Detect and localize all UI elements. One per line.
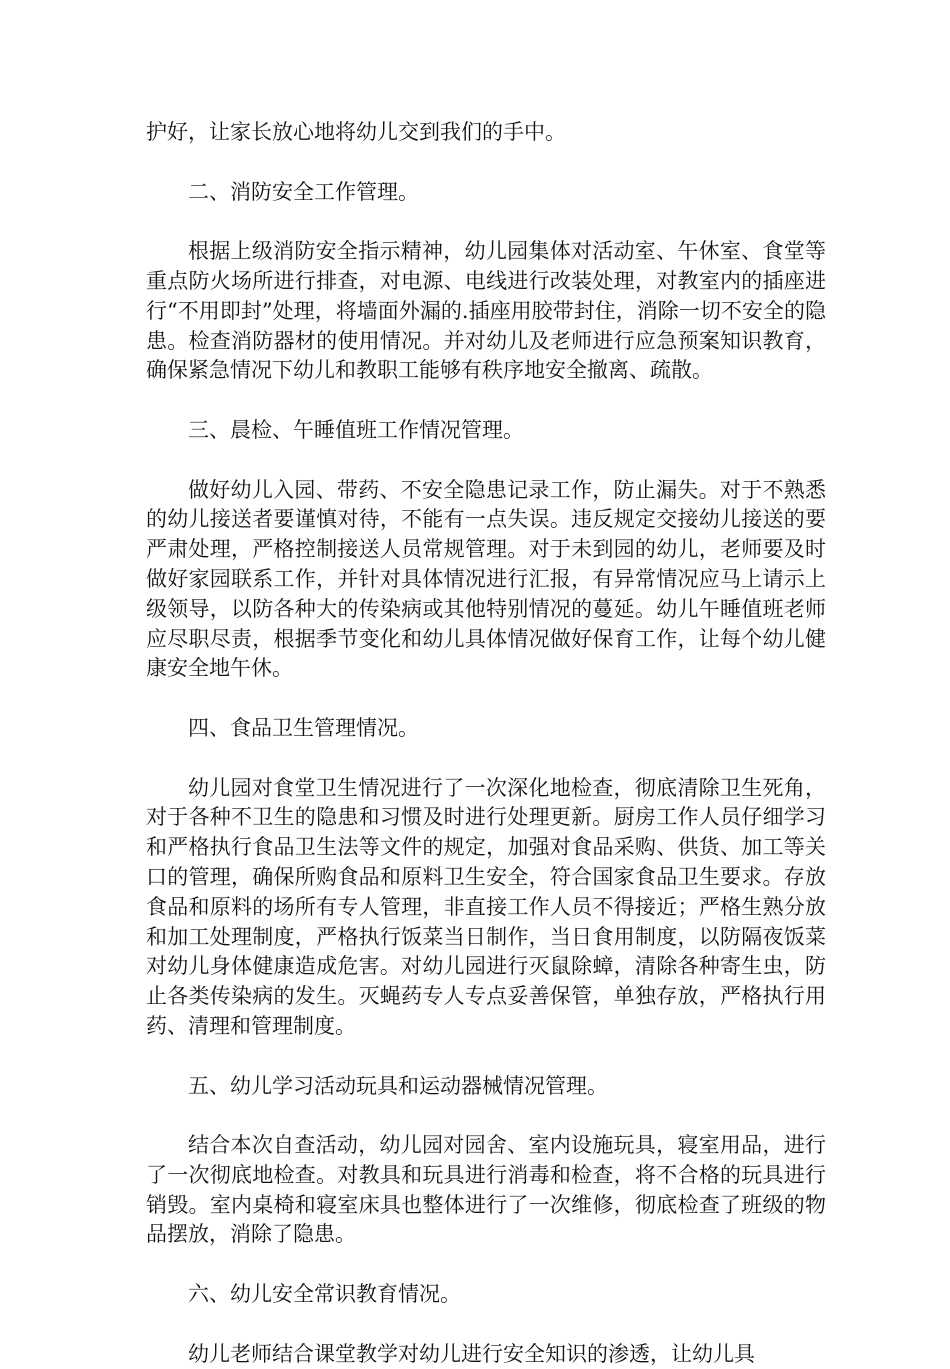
- paragraph-safety-education: 幼儿老师结合课堂教学对幼儿进行安全知识的渗透，让幼儿具: [188, 1341, 755, 1366]
- paragraph-fire-safety: 根据上级消防安全指示精神，幼儿园集体对活动室、午休室、食堂等重点防火场所进行排查，对电源、电线进行改装处理，对教室内的插座进行“不用即封”处理，将墙面外漏的.插座用胶带封住，消除一切不安全的隐患。检查消防器材的使用情况。并对幼儿及老师进行应急预案知识教育，确保紧急情况下幼儿和教职工能够有秩序地安全撤离、疏散。: [146, 239, 826, 383]
- paragraph-gap: [146, 1250, 826, 1280]
- paragraph-gap: [146, 684, 826, 714]
- paragraph-food-hygiene: 幼儿园对食堂卫生情况进行了一次深化地检查，彻底清除卫生死角，对于各种不卫生的隐患和习惯及时进行处理更新。厨房工作人员仔细学习和严格执行食品卫生法等文件的规定，加强对食品采购、供货、加工等关口的管理，确保所购食品和原料卫生安全，符合国家食品卫生要求。存放食品和原料的场所有专人管理，非直接工作人员不得接近；严格生熟分放和加工处理制度，严格执行饭菜当日制作，当日食用制度，以防隔夜饭菜对幼儿身体健康造成危害。对幼儿园进行灭鼠除蟑，清除各种寄生虫，防止各类传染病的发生。灭蝇药专人专点妥善保管，单独存放，严格执行用药、清理和管理制度。: [146, 775, 826, 1038]
- paragraph-gap: [146, 1101, 826, 1131]
- paragraph-toys-equipment: 结合本次自查活动，幼儿园对园舍、室内设施玩具，寝室用品，进行了一次彻底地检查。对教具和玩具进行消毒和检查，将不合格的玩具进行销毁。室内桌椅和寝室床具也整体进行了一次维修，彻底检查了班级的物品摆放，消除了隐患。: [146, 1133, 826, 1247]
- paragraph-gap: [146, 207, 826, 237]
- document-body: [146, 118, 826, 1369]
- paragraph-continuation: 护好，让家长放心地将幼儿交到我们的手中。: [146, 120, 566, 144]
- section-heading-fire-safety: 二、消防安全工作管理。: [188, 179, 419, 204]
- paragraph-gap: [146, 386, 826, 416]
- paragraph-gap: [146, 744, 826, 774]
- section-heading-safety-education: 六、幼儿安全常识教育情况。: [188, 1282, 461, 1307]
- paragraph-gap: [146, 1042, 826, 1072]
- paragraph-morning-check: 做好幼儿入园、带药、不安全隐患记录工作，防止漏失。对于不熟悉的幼儿接送者要谨慎对待，不能有一点失误。违反规定交接幼儿接送的要严肃处理，严格控制接送人员常规管理。对于未到园的幼儿，老师要及时做好家园联系工作，并针对具体情况进行汇报，有异常情况应马上请示上级领导，以防各种大的传染病或其他特别情况的蔓延。幼儿午睡值班老师应尽职尽责，根据季节变化和幼儿具体情况做好保育工作，让每个幼儿健康安全地午休。: [146, 477, 826, 681]
- paragraph-gap: [146, 1310, 826, 1340]
- paragraph-gap: [146, 446, 826, 476]
- paragraph-gap: [146, 148, 826, 178]
- section-heading-morning-check: 三、晨检、午睡值班工作情况管理。: [188, 417, 524, 442]
- section-heading-food-hygiene: 四、食品卫生管理情况。: [188, 715, 419, 740]
- section-heading-toys-equipment: 五、幼儿学习活动玩具和运动器械情况管理。: [188, 1073, 608, 1098]
